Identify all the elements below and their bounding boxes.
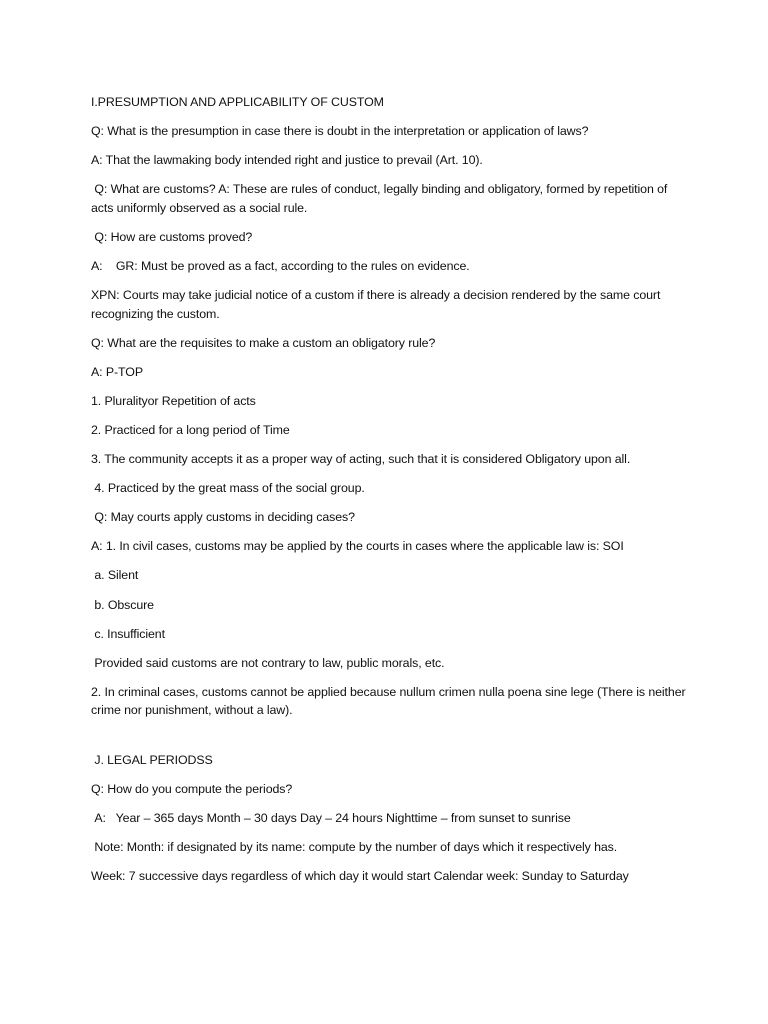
list-item-obscure: b. Obscure — [91, 597, 154, 612]
question-customs-proved: Q: How are customs proved? — [91, 229, 253, 244]
answer-presumption: A: That the lawmaking body intended right and justice to prevail (Art. 10). — [91, 153, 483, 168]
section-heading-legal-periods: J. LEGAL PERIODSS — [91, 752, 213, 767]
question-courts-apply: Q: May courts apply customs in deciding cases? — [91, 510, 355, 525]
list-item-silent: a. Silent — [91, 568, 139, 583]
question-customs-definition: Q: What are customs? A: These are rules of conduct, legally binding and obligatory, formed by repetition of acts uniformly observed as a social rule. — [91, 182, 671, 215]
question-requisites: Q: What are the requisites to make a custom an obligatory rule? — [91, 335, 436, 350]
requisite-item-2: 2. Practiced for a long period of Time — [91, 422, 290, 437]
question-presumption: Q: What is the presumption in case there is doubt in the interpretation or application of laws? — [91, 124, 589, 139]
note-month: Note: Month: if designated by its name: compute by the number of days which it respectively has. — [91, 840, 618, 855]
answer-exception: XPN: Courts may take judicial notice of a custom if there is already a decision rendered by the same court recognizing the custom. — [91, 288, 664, 321]
list-item-insufficient: c. Insufficient — [91, 626, 165, 641]
document-body — [91, 93, 691, 896]
requisite-item-3: 3. The community accepts it as a proper way of acting, such that it is considered Obligatory upon all. — [91, 452, 631, 467]
proviso-text: Provided said customs are not contrary to law, public morals, etc. — [91, 655, 445, 670]
section-heading-custom: I.PRESUMPTION AND APPLICABILITY OF CUSTOM — [91, 95, 384, 109]
answer-criminal-cases: 2. In criminal cases, customs cannot be applied because nullum crimen nulla poena sine lege (There is neither crime nor punishment, without a law). — [91, 684, 689, 718]
requisite-item-4: 4. Practiced by the great mass of the social group. — [91, 481, 365, 496]
answer-requisites-mnemonic: A: P-TOP — [91, 364, 143, 379]
answer-periods: A: Year – 365 days Month – 30 days Day – 24 hours Nighttime – from sunset to sunrise — [91, 810, 571, 825]
question-compute-periods: Q: How do you compute the periods? — [91, 781, 293, 796]
answer-general-rule: A: GR: Must be proved as a fact, according to the rules on evidence. — [91, 258, 470, 273]
note-week: Week: 7 successive days regardless of which day it would start Calendar week: Sunday to Saturday — [91, 869, 629, 884]
answer-civil-cases: A: 1. In civil cases, customs may be applied by the courts in cases where the applicable law is: SOI — [91, 539, 624, 554]
requisite-item-1: 1. Pluralityor Repetition of acts — [91, 393, 256, 408]
